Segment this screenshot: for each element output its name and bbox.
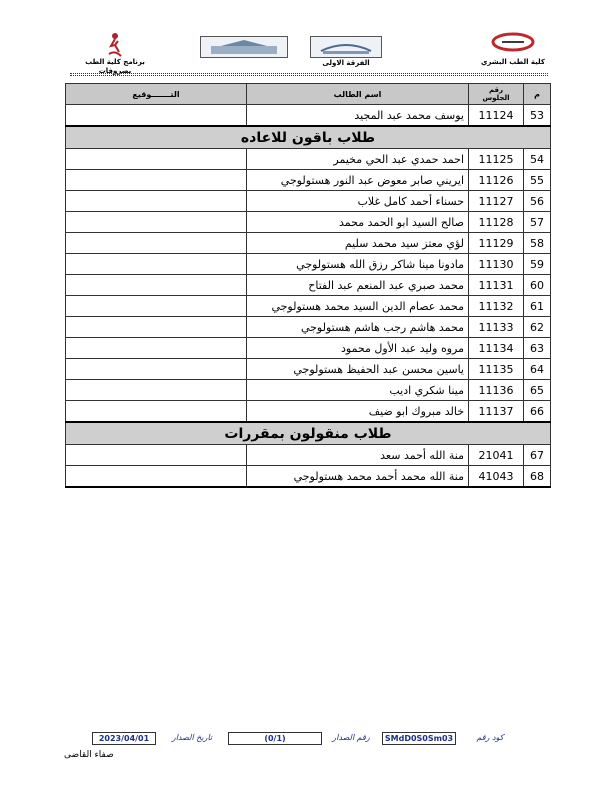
student-name: صالح السيد ابو الحمد محمد — [247, 212, 469, 233]
signature-cell — [66, 149, 247, 170]
row-index: 63 — [524, 338, 551, 359]
signature-cell — [66, 212, 247, 233]
seat-number: 11131 — [469, 275, 524, 296]
issue-number-value: (0/1) — [228, 732, 322, 745]
student-name: خالد مبروك ابو ضيف — [247, 401, 469, 423]
student-name: ياسين محسن عبد الحفيظ هستولوجي — [247, 359, 469, 380]
seat-number: 11134 — [469, 338, 524, 359]
table-header-row — [66, 84, 551, 105]
section-title-transferred: طلاب منقولون بمقررات — [66, 422, 551, 445]
seat-number: 11133 — [469, 317, 524, 338]
student-name: لؤي معتز سيد محمد سليم — [247, 233, 469, 254]
document-footer — [92, 732, 522, 744]
row-index: 58 — [524, 233, 551, 254]
header-right-text: كلية الطب البشري — [481, 58, 545, 66]
seat-number: 11137 — [469, 401, 524, 423]
header-left — [70, 32, 160, 76]
code-value: SMdD0S0Sm03 — [382, 732, 456, 745]
seat-number: 11135 — [469, 359, 524, 380]
seat-number: 11128 — [469, 212, 524, 233]
table-row — [66, 380, 551, 401]
row-index: 55 — [524, 170, 551, 191]
signature-cell — [66, 466, 247, 488]
signature-cell — [66, 380, 247, 401]
signature-cell — [66, 191, 247, 212]
table-row — [66, 149, 551, 170]
row-index: 54 — [524, 149, 551, 170]
student-name: محمد عصام الدين السيد محمد هستولوجي — [247, 296, 469, 317]
table-row — [66, 401, 551, 423]
signature-cell — [66, 338, 247, 359]
issue-date-value: 2023/04/01 — [92, 732, 156, 745]
header-left-text: برنامج كلية الطب بصروفات — [85, 58, 145, 75]
table-row — [66, 170, 551, 191]
signature-cell — [66, 105, 247, 127]
signer-name: صفاء القاضى — [64, 750, 114, 760]
student-roster-table — [65, 83, 551, 488]
student-name: منة الله محمد أحمد محمد هستولوجي — [247, 466, 469, 488]
seat-number: 41043 — [469, 466, 524, 488]
row-index: 68 — [524, 466, 551, 488]
student-name: منة الله أحمد سعد — [247, 445, 469, 466]
seat-number: 21041 — [469, 445, 524, 466]
seat-number: 11129 — [469, 233, 524, 254]
building-icon — [201, 37, 287, 57]
signature-cell — [66, 445, 247, 466]
signature-cell — [66, 275, 247, 296]
section-header — [66, 126, 551, 149]
table-row — [66, 296, 551, 317]
table-row — [66, 338, 551, 359]
student-name: احمد حمدي عبد الحي مخيمر — [247, 149, 469, 170]
signature-cell — [66, 233, 247, 254]
row-index: 60 — [524, 275, 551, 296]
seat-number: 11136 — [469, 380, 524, 401]
student-name: محمد صبري عبد المنعم عبد الفتاح — [247, 275, 469, 296]
faculty-logo-icon — [490, 32, 536, 52]
student-name: مينا شكري اديب — [247, 380, 469, 401]
university-banner-1 — [200, 36, 288, 58]
student-name: مروه وليد عبد الأول محمود — [247, 338, 469, 359]
header-seat-number — [469, 84, 524, 105]
table-row — [66, 466, 551, 488]
row-index: 62 — [524, 317, 551, 338]
signature-cell — [66, 401, 247, 423]
signature-cell — [66, 296, 247, 317]
issue-date-label: تاريخ الصدار — [171, 733, 213, 742]
row-index: 64 — [524, 359, 551, 380]
row-index: 61 — [524, 296, 551, 317]
seat-number: 11126 — [469, 170, 524, 191]
table-row — [66, 212, 551, 233]
seat-number: 11130 — [469, 254, 524, 275]
header-seat-line2: الجلوس — [482, 94, 510, 102]
student-name: يوسف محمد عبد المجيد — [247, 105, 469, 127]
header-right — [478, 32, 548, 67]
section-title-repeat: طلاب باقون للاعاده — [66, 126, 551, 149]
signature-cell — [66, 170, 247, 191]
signature-cell — [66, 359, 247, 380]
page-header — [70, 28, 548, 74]
signature-cell — [66, 317, 247, 338]
signature-cell — [66, 254, 247, 275]
table-row — [66, 105, 551, 127]
medical-program-logo-icon — [103, 32, 127, 58]
header-seat-line1: رقم — [488, 86, 504, 94]
student-name: مادونا مينا شاكر رزق الله هستولوجي — [247, 254, 469, 275]
issue-number-label: رقم الصدار — [332, 733, 370, 742]
table-row — [66, 445, 551, 466]
section-transferred — [66, 445, 551, 488]
header-divider — [70, 73, 548, 76]
student-name: ايريني صابر معوض عبد النور هستولوجي — [247, 170, 469, 191]
university-banner-2 — [310, 36, 382, 58]
table-row — [66, 359, 551, 380]
code-label: كود رقم — [476, 733, 504, 742]
header-name: اسم الطالب — [247, 84, 469, 105]
row-index: 56 — [524, 191, 551, 212]
row-index: 59 — [524, 254, 551, 275]
header-signature: التـــــــوقيع — [66, 84, 247, 105]
row-index: 57 — [524, 212, 551, 233]
section-header — [66, 422, 551, 445]
section-repeaters — [66, 149, 551, 423]
table-row — [66, 191, 551, 212]
student-name: حسناء أحمد كامل غلاب — [247, 191, 469, 212]
emblem-icon — [311, 37, 381, 57]
table-row — [66, 275, 551, 296]
table-row — [66, 254, 551, 275]
seat-number: 11127 — [469, 191, 524, 212]
row-index: 53 — [524, 105, 551, 127]
table-row — [66, 317, 551, 338]
seat-number: 11132 — [469, 296, 524, 317]
seat-number: 11125 — [469, 149, 524, 170]
header-index: م — [524, 84, 551, 105]
row-index: 67 — [524, 445, 551, 466]
student-name: محمد هاشم رجب هاشم هستولوجي — [247, 317, 469, 338]
table-row — [66, 233, 551, 254]
row-index: 66 — [524, 401, 551, 423]
seat-number: 11124 — [469, 105, 524, 127]
header-center-text: الفرقة الاولى — [322, 59, 370, 67]
row-index: 65 — [524, 380, 551, 401]
